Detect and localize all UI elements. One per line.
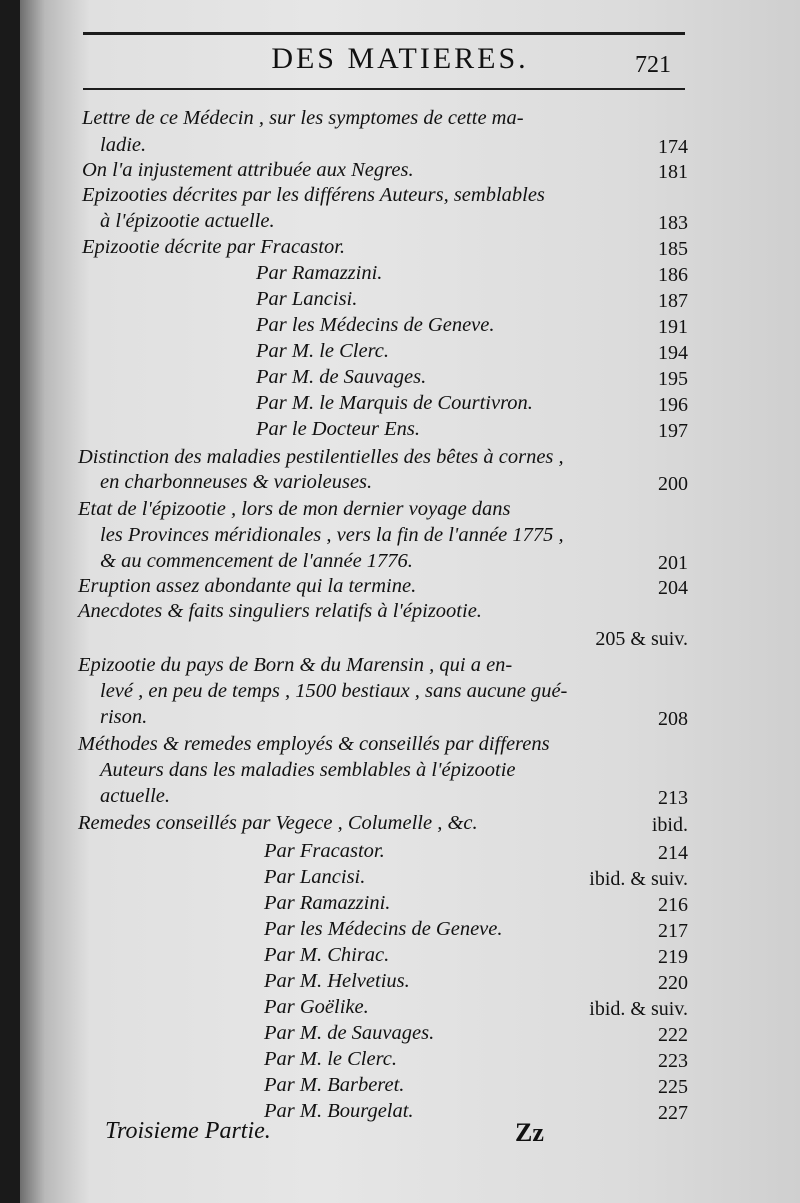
entry-text: actuelle. <box>100 785 171 807</box>
entry-text: les Provinces méridionales , vers la fin de l'année 1775 , <box>100 524 564 546</box>
entry-text: Par M. le Marquis de Courtivron. <box>256 392 533 414</box>
index-entry <box>20 838 688 864</box>
entry-page-ref: 200 <box>658 473 688 495</box>
entry-text: Par Lancisi. <box>256 288 358 310</box>
index-entry <box>20 1072 688 1098</box>
index-entry <box>20 132 688 158</box>
index-entry <box>20 469 688 495</box>
entry-text: Lettre de ce Médecin , sur les symptomes de cette ma- <box>82 107 524 129</box>
index-entry <box>20 496 688 522</box>
entry-page-ref: 214 <box>658 842 688 864</box>
entry-text: Par le Docteur Ens. <box>256 418 420 440</box>
entry-page-ref: ibid. <box>651 814 688 836</box>
book-page <box>20 0 800 1203</box>
entry-text: Par M. de Sauvages. <box>256 366 427 388</box>
index-entry <box>20 968 688 994</box>
signature-mark: Zz <box>515 1118 544 1147</box>
entry-text: Par M. Bourgelat. <box>264 1100 414 1122</box>
entry-text: Etat de l'épizootie , lors de mon dernier voyage dans <box>78 498 511 520</box>
running-title: DES MATIERES. <box>271 42 529 75</box>
index-entry <box>20 1020 688 1046</box>
index-entry <box>20 157 688 183</box>
entry-page-ref: 227 <box>658 1102 688 1124</box>
entry-text: en charbonneuses & varioleuses. <box>100 471 373 493</box>
index-entry <box>20 260 688 286</box>
entry-text: Epizooties décrites par les différens Auteurs, semblables <box>82 184 545 206</box>
index-entry <box>20 364 688 390</box>
entry-page-ref: ibid. & suiv. <box>589 868 688 890</box>
entry-text: Par les Médecins de Geneve. <box>256 314 495 336</box>
entry-text: Par M. de Sauvages. <box>264 1022 435 1044</box>
entry-text: Epizootie du pays de Born & du Marensin , qui a en- <box>78 654 513 676</box>
index-entry <box>20 678 688 704</box>
entry-page-ref: 220 <box>658 972 688 994</box>
entry-text: Par Ramazzini. <box>256 262 383 284</box>
entry-page-ref: 196 <box>658 394 688 416</box>
entry-text: Par Ramazzini. <box>264 892 391 914</box>
page-number: 721 <box>635 52 671 78</box>
entry-page-ref: 183 <box>658 212 688 234</box>
index-entry <box>20 810 688 836</box>
index-entry <box>20 731 688 757</box>
index-entry <box>20 864 688 890</box>
index-entry <box>20 783 688 809</box>
entry-text: Par les Médecins de Geneve. <box>264 918 503 940</box>
header-rule-bottom <box>83 88 685 90</box>
index-entry <box>20 312 688 338</box>
entry-page-ref: 191 <box>658 316 688 338</box>
entry-text: Par M. Barberet. <box>264 1074 405 1096</box>
entry-page-ref: 205 & suiv. <box>595 628 688 650</box>
index-entry <box>20 390 688 416</box>
entry-text: Remedes conseillés par Vegece , Columelle , &c. <box>78 812 478 834</box>
index-entry <box>20 286 688 312</box>
entry-text: Anecdotes & faits singuliers relatifs à l'épizootie. <box>78 600 482 622</box>
entry-page-ref: 223 <box>658 1050 688 1072</box>
index-entry <box>20 624 688 650</box>
index-entry <box>20 704 688 730</box>
entry-text: ladie. <box>100 134 147 156</box>
index-entry <box>20 444 688 470</box>
entry-page-ref: 222 <box>658 1024 688 1046</box>
entry-page-ref: 208 <box>658 708 688 730</box>
index-entry <box>20 916 688 942</box>
entry-text: Epizootie décrite par Fracastor. <box>82 236 346 258</box>
entry-page-ref: 219 <box>658 946 688 968</box>
entry-text: & au commencement de l'année 1776. <box>100 550 413 572</box>
entry-text: Par Lancisi. <box>264 866 366 888</box>
signature-line: Troisieme Partie. <box>105 1118 271 1144</box>
entry-text: Par M. le Clerc. <box>264 1048 398 1070</box>
index-entry <box>20 548 688 574</box>
entry-page-ref: 174 <box>658 136 688 158</box>
index-entry <box>20 182 688 208</box>
entry-text: rison. <box>100 706 148 728</box>
index-entry <box>20 652 688 678</box>
entry-page-ref: 217 <box>658 920 688 942</box>
entry-text: Par M. le Clerc. <box>256 340 390 362</box>
entry-page-ref: ibid. & suiv. <box>589 998 688 1020</box>
index-entry <box>20 757 688 783</box>
header-rule-top <box>83 32 685 35</box>
entry-page-ref: 225 <box>658 1076 688 1098</box>
entry-text: Par M. Chirac. <box>264 944 390 966</box>
index-entry <box>20 994 688 1020</box>
entry-text: Auteurs dans les maladies semblables à l'épizootie <box>100 759 516 781</box>
index-entry <box>20 573 688 599</box>
index-entry <box>20 598 688 624</box>
entry-page-ref: 185 <box>658 238 688 260</box>
entry-page-ref: 197 <box>658 420 688 442</box>
entry-text: Eruption assez abondante qui la termine. <box>78 575 417 597</box>
entry-page-ref: 187 <box>658 290 688 312</box>
index-entry <box>20 942 688 968</box>
entry-text: Par Fracastor. <box>264 840 385 862</box>
entry-page-ref: 213 <box>658 787 688 809</box>
entry-text: levé , en peu de temps , 1500 bestiaux , sans aucune gué- <box>100 680 568 702</box>
entry-text: Distinction des maladies pestilentielles des bêtes à cornes , <box>78 446 564 468</box>
index-entry <box>20 338 688 364</box>
entry-page-ref: 195 <box>658 368 688 390</box>
entry-page-ref: 201 <box>658 552 688 574</box>
entry-page-ref: 204 <box>658 577 688 599</box>
index-entry <box>20 890 688 916</box>
entry-text: à l'épizootie actuelle. <box>100 210 275 232</box>
entry-page-ref: 194 <box>658 342 688 364</box>
entry-text: Par M. Helvetius. <box>264 970 410 992</box>
entry-page-ref: 186 <box>658 264 688 286</box>
index-entry <box>20 105 688 131</box>
entry-text: Méthodes & remedes employés & conseillés par differens <box>78 733 550 755</box>
index-entry <box>20 234 688 260</box>
entry-page-ref: 216 <box>658 894 688 916</box>
index-entry <box>20 1046 688 1072</box>
index-entry <box>20 416 688 442</box>
entry-text: On l'a injustement attribuée aux Negres. <box>82 159 414 181</box>
entry-text: Par Goëlike. <box>264 996 369 1018</box>
index-entry <box>20 522 688 548</box>
index-entry <box>20 208 688 234</box>
entry-page-ref: 181 <box>658 161 688 183</box>
